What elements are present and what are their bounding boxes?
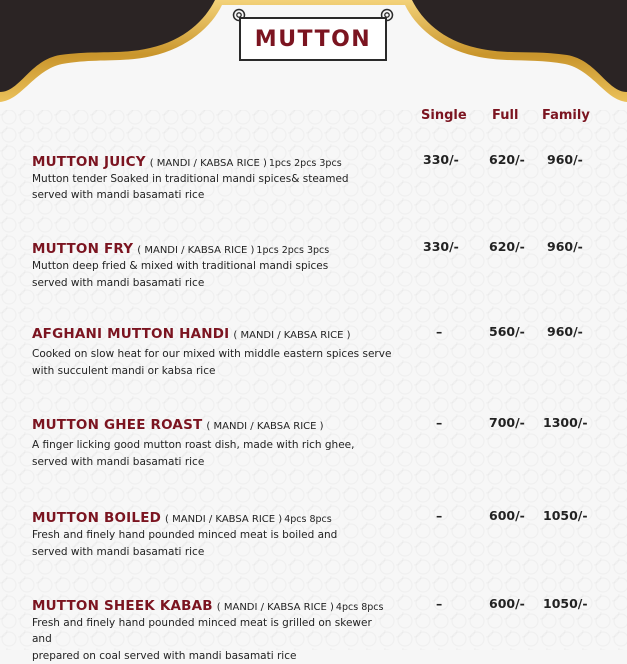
item-description: A finger licking good mutton roast dish, made with rich ghee, [32,439,355,451]
item-name: MUTTON FRY [32,241,134,257]
item-pieces: 1pcs 2pcs 3pcs [256,245,330,256]
column-header-single: Single [421,108,467,123]
item-description: Mutton tender Soaked in traditional mandi spices& steamed [32,173,349,185]
item-description: served with mandi basamati rice [32,277,205,289]
price-single: – [436,596,443,611]
price-full: 620/- [489,152,525,167]
item-pieces: 4pcs 8pcs [335,602,384,613]
price-family: 960/- [547,239,583,254]
price-single: – [436,508,443,523]
item-rice-option: ( MANDI / KABSA RICE ) [137,245,255,256]
price-family: 1050/- [543,596,588,611]
item-pieces: 4pcs 8pcs [284,514,332,525]
menu-item [32,151,612,203]
price-family: 1300/- [543,415,588,430]
item-description: prepared on coal served with mandi basamati rice [32,650,297,662]
menu-item-title [32,151,612,170]
item-description: served with mandi basamati rice [32,456,205,468]
item-description: served with mandi basamati rice [32,189,205,201]
item-description: served with mandi basamati rice [32,546,205,558]
item-rice-option: ( MANDI / KABSA RICE ) [216,602,334,613]
item-name: AFGHANI MUTTON HANDI [32,326,230,342]
menu-item [32,595,612,664]
menu-item [32,323,612,379]
menu-item [32,507,612,560]
item-description: Mutton deep fried & mixed with traditional mandi spices [32,260,329,272]
item-description: with succulent mandi or kabsa rice [32,365,216,377]
price-full: 600/- [489,596,525,611]
item-description: Fresh and finely hand pounded minced meat is boiled and [32,529,338,541]
menu-item [32,414,612,470]
price-single: – [436,415,443,430]
item-rice-option: ( MANDI / KABSA RICE ) [233,330,351,341]
menu-item-title [32,507,612,526]
item-rice-option: ( MANDI / KABSA RICE ) [149,158,267,169]
item-rice-option: ( MANDI / KABSA RICE ) [206,421,324,432]
item-name: MUTTON SHEEK KABAB [32,598,213,614]
price-full: 700/- [489,415,525,430]
menu-item-title [32,595,612,614]
item-name: MUTTON GHEE ROAST [32,417,203,433]
column-header-family: Family [542,108,590,123]
menu-item-title [32,238,612,257]
item-name: MUTTON JUICY [32,154,146,170]
price-full: 560/- [489,324,525,339]
price-family: 960/- [547,324,583,339]
menu-item [32,238,612,291]
menu-title-box [239,17,387,61]
item-description: Fresh and finely hand pounded minced meat is grilled on skewer and [32,617,372,645]
item-description: Cooked on slow heat for our mixed with middle eastern spices serve [32,348,392,360]
price-family: 1050/- [543,508,588,523]
price-full: 600/- [489,508,525,523]
page-title: MUTTON [254,26,372,52]
item-rice-option: ( MANDI / KABSA RICE ) [165,514,283,525]
price-family: 960/- [547,152,583,167]
price-single: 330/- [423,152,459,167]
item-pieces: 1pcs 2pcs 3pcs [268,158,342,169]
menu-item-title [32,323,612,342]
price-single: 330/- [423,239,459,254]
price-single: – [436,324,443,339]
price-full: 620/- [489,239,525,254]
item-name: MUTTON BOILED [32,510,162,526]
column-header-full: Full [492,108,519,123]
menu-item-title [32,414,612,433]
